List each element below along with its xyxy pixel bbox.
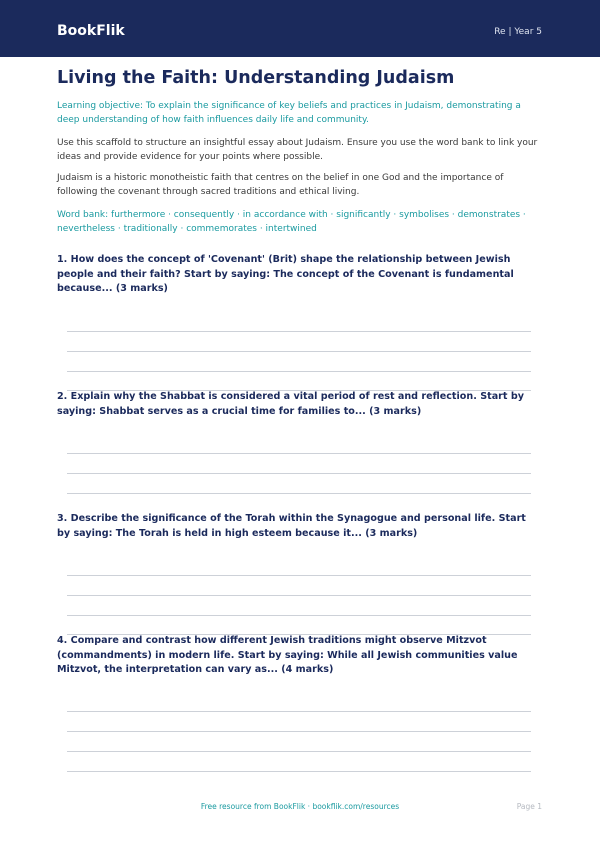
answer-line[interactable] bbox=[67, 351, 531, 352]
answer-line[interactable] bbox=[67, 371, 531, 372]
brand-logo: BookFlik bbox=[57, 23, 125, 39]
question-1: 1. How does the concept of 'Covenant' (Brit) shape the relationship between Jewish people and their faith? Start by saying: The concept of the Covenant is fundamental because... (3 marks) bbox=[57, 254, 514, 294]
question-4: 4. Compare and contrast how different Jewish traditions might observe Mitzvot (commandments) in modern life. Start by saying: While all Jewish communities value Mitzvot, the interpretation can vary as... (4 marks) bbox=[57, 635, 518, 675]
answer-line[interactable] bbox=[67, 575, 531, 576]
answer-line[interactable] bbox=[67, 595, 531, 596]
page-title: Living the Faith: Understanding Judaism bbox=[57, 68, 455, 88]
answer-line[interactable] bbox=[67, 453, 531, 454]
answer-line[interactable] bbox=[67, 615, 531, 616]
question-2: 2. Explain why the Shabbat is considered a vital period of rest and reflection. Start by saying: Shabbat serves as a crucial time for families to... (3 marks) bbox=[57, 391, 524, 417]
answer-line[interactable] bbox=[67, 731, 531, 732]
answer-line[interactable] bbox=[67, 331, 531, 332]
answer-line[interactable] bbox=[67, 473, 531, 474]
context-paragraph: Judaism is a historic monotheistic faith that centres on the belief in one God and the importance of following the covenant through sacred traditions and ethical living. bbox=[57, 173, 504, 197]
answer-line[interactable] bbox=[67, 751, 531, 752]
word-bank: Word bank: furthermore · consequently · in accordance with · significantly · symbolises · demonstrates · nevertheless · traditionally · commemorates · intertwined bbox=[57, 210, 526, 234]
answer-line[interactable] bbox=[67, 711, 531, 712]
subject-year-label: Re | Year 5 bbox=[494, 27, 542, 37]
question-3: 3. Describe the significance of the Torah within the Synagogue and personal life. Start by saying: The Torah is held in high esteem because it... (3 marks) bbox=[57, 513, 526, 539]
footer-text: Free resource from BookFlik · bookflik.com/resources bbox=[200, 802, 400, 811]
page-number: Page 1 bbox=[516, 802, 542, 811]
answer-line[interactable] bbox=[67, 493, 531, 494]
header-bar bbox=[0, 0, 600, 57]
intro-paragraph: Use this scaffold to structure an insightful essay about Judaism. Ensure you use the word bank to link your ideas and provide evidence for your points where possible. bbox=[57, 138, 538, 162]
intro-section bbox=[57, 66, 542, 236]
learning-objective: Learning objective: To explain the significance of key beliefs and practices in Judaism, demonstrating a deep understanding of how faith influences daily life and community. bbox=[57, 101, 521, 125]
answer-line[interactable] bbox=[67, 771, 531, 772]
